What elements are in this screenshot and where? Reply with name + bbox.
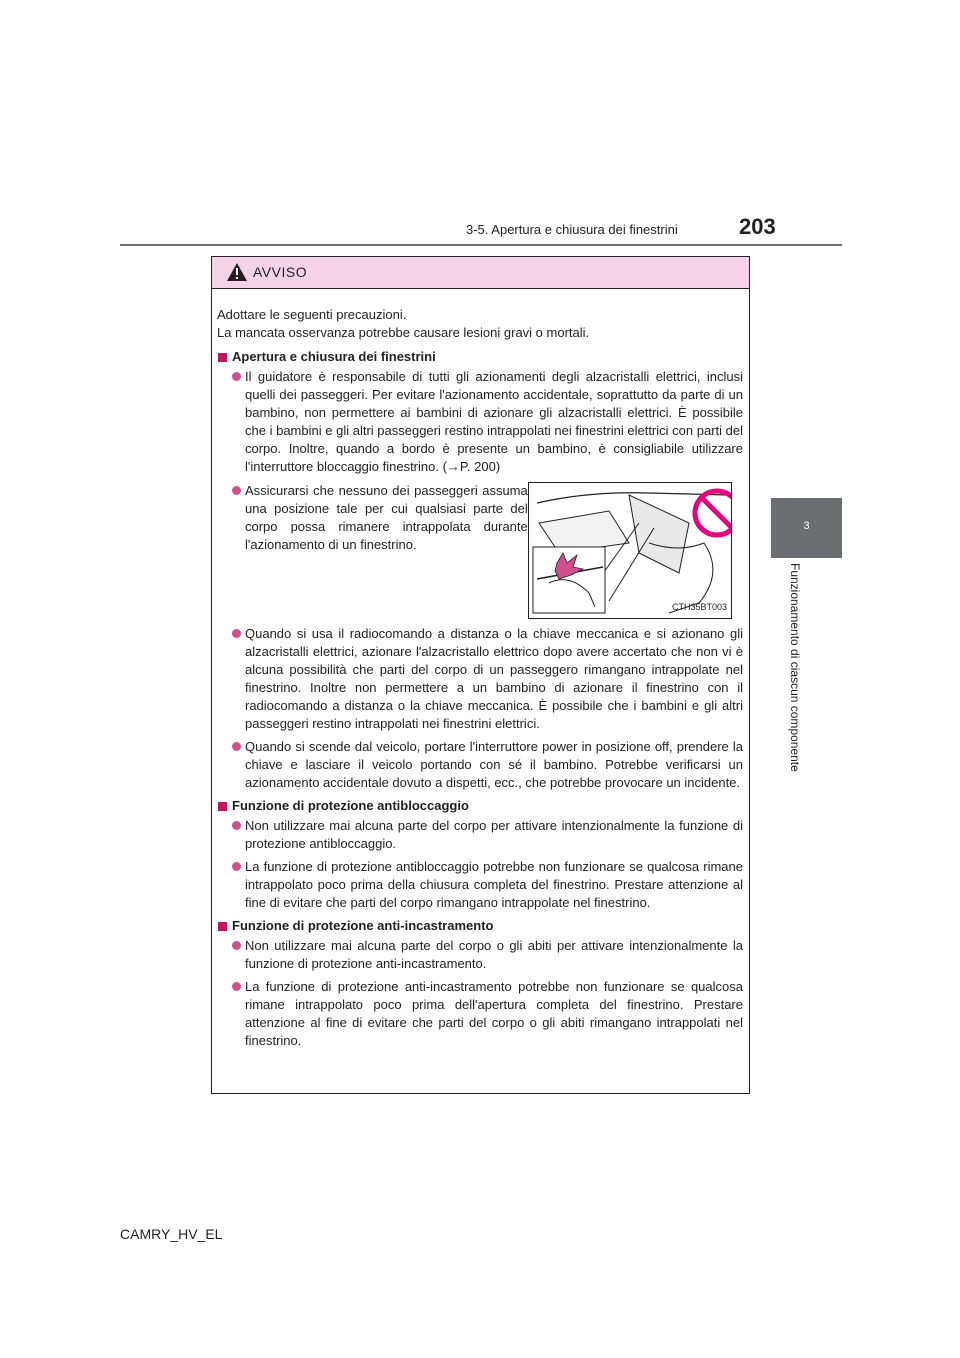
bullet-dot-icon xyxy=(232,982,241,991)
section-title: Funzione di protezione antibloccaggio xyxy=(217,797,743,815)
bullet-dot-icon xyxy=(232,486,241,495)
bullet-dot-icon xyxy=(232,821,241,830)
bullet-item: Non utilizzare mai alcuna parte del corpo o gli abiti per attivare intenzionalmente la funzione di protezione anti-incastramento. xyxy=(217,937,743,973)
bullet-item: Non utilizzare mai alcuna parte del corpo per attivare intenzionalmente la funzione di protezione antibloccaggio. xyxy=(217,817,743,853)
warning-body xyxy=(212,289,749,1050)
bullet-dot-icon xyxy=(232,629,241,638)
bullet-dot-icon xyxy=(232,862,241,871)
chapter-tab xyxy=(771,498,842,558)
chapter-number: 3 xyxy=(803,520,810,532)
document-code: CAMRY_HV_EL xyxy=(120,1226,223,1242)
header-rule xyxy=(120,244,842,246)
warning-triangle-icon xyxy=(226,262,248,282)
intro-line: Adottare le seguenti precauzioni. xyxy=(217,307,407,322)
warning-header xyxy=(212,257,749,289)
bullet-dot-icon xyxy=(232,742,241,751)
bullet-with-illustration xyxy=(217,482,743,619)
section-title: Funzione di protezione anti-incastramento xyxy=(217,917,743,935)
page-number: 203 xyxy=(739,214,776,239)
square-bullet-icon xyxy=(218,802,227,811)
bullet-item: Il guidatore è responsabile di tutti gli azionamenti degli alzacristalli elettrici, inclusi quelli dei passeggeri. Per evitare l'azionamento accidentale, soprattutto da parte di un bambino, non permettere ai bambini di azionare gli alzacristalli elettrici. È possibile che i bambini e gli altri passeggeri restino intrappolati nei finestrini elettrici con parti del corpo. Inoltre, quando a bordo è presente un bambino, è consigliabile utilizzare l'interruttore bloccaggio finestrino. (→P. 200) xyxy=(217,368,743,476)
bullet-dot-icon xyxy=(232,941,241,950)
header-section-title: 3-5. Apertura e chiusura dei finestrini xyxy=(466,222,678,237)
bullet-item: La funzione di protezione anti-incastramento potrebbe non funzionare se qualcosa rimane intrappolato poco prima dell'apertura completa del finestrino. Prestare attenzione al fine di evitare che parti del corpo o gli abiti rimangano intrappolati nel finestrino. xyxy=(217,978,743,1050)
warning-box xyxy=(211,256,750,1094)
bullet-item: Quando si scende dal veicolo, portare l'interruttore power in posizione off, prendere la chiave e lasciare il veicolo portando con sé il bambino. Potrebbe verificarsi un azionamento accidentale dovuto a dispetti, ecc., che potrebbe provocare un incidente. xyxy=(217,738,743,792)
bullet-item: La funzione di protezione antibloccaggio potrebbe non funzionare se qualcosa rimane intrappolato poco prima della chiusura completa del finestrino. Prestare attenzione al fine di evitare che parti del corpo rimangano intrappolate nel finestrino. xyxy=(217,858,743,912)
bullet-dot-icon xyxy=(232,372,241,381)
square-bullet-icon xyxy=(218,353,227,362)
warning-title: AVVISO xyxy=(253,264,308,280)
chapter-label: Funzionamento di ciascun componente xyxy=(788,563,802,772)
intro-line: La mancata osservanza potrebbe causare lesioni gravi o mortali. xyxy=(217,325,590,340)
bullet-item: Quando si usa il radiocomando a distanza o la chiave meccanica e si azionano gli alzacristalli elettrici, azionare l'alzacristallo elettrico dopo avere accertato che non vi è alcuna possibilità che parti del corpo di un passeggero rimangano intrappolate nel finestrino. Inoltre non permettere a un bambino di azionare il finestrino con il radiocomando a distanza o la chiave meccanica. È possibile che i bambini e gli altri passeggeri restino intrappolati nei finestrini elettrici. xyxy=(217,625,743,733)
section-title: Apertura e chiusura dei finestrini xyxy=(217,348,743,366)
illustration-code: CTH35BT003 xyxy=(671,602,727,612)
bullet-item: Assicurarsi che nessuno dei passeggeri assuma una posizione tale per cui qualsiasi parte del corpo possa rimanere intrappolata durante l'azionamento di un finestrino. xyxy=(217,482,528,619)
square-bullet-icon xyxy=(218,922,227,931)
window-trap-illustration xyxy=(528,482,732,619)
